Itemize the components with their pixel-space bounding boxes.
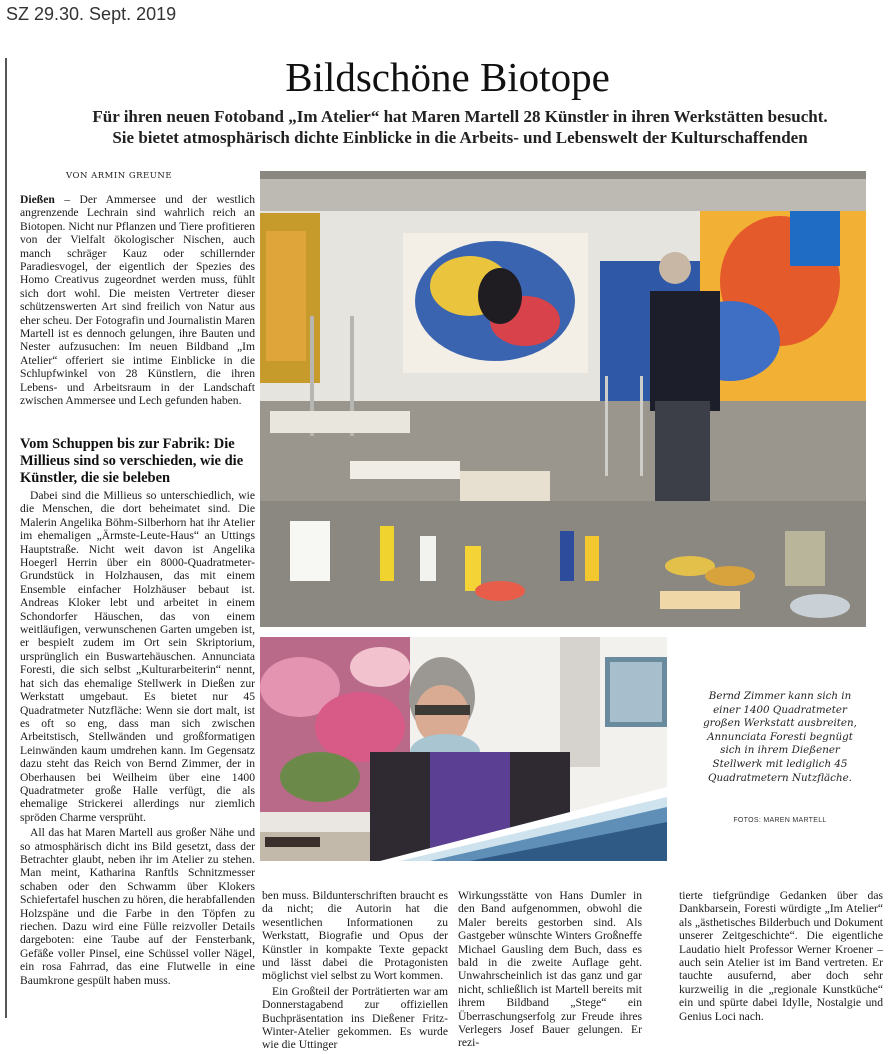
studio-photo-large	[260, 171, 866, 627]
subtitle-line-2: Sie bietet atmosphärisch dichte Einblicke in die Arbeits- und Lebenswelt der Kulturschaffenden	[112, 128, 808, 147]
dateline: Dießen	[20, 193, 55, 206]
photo-credit: FOTOS: MAREN MARTELL	[733, 817, 827, 824]
body-paragraph: ben muss. Bildunterschriften braucht es da nicht; die Autorin hat die wesentlichen Informationen zu Werkstatt, Biografie und Opus der Künstler in kompakte Texte gepackt und lässt dabei die Protagonisten möglichst viel selbst zu Wort kommen.	[262, 889, 448, 983]
byline: VON ARMIN GREUNE	[66, 171, 173, 181]
body-paragraph: tierte tiefgründige Gedanken über das Dankbarsein, Foresti würdigte „Im Atelier“ als „ästhetisches Bilderbuch und Dokument unserer Zeitgeschichte“. Die eigentliche Laudatio hielt Professor Werner Kroener – auch sein Atelier ist im Band vertreten. Er tauchte ausufernd, aber doch sehr kurzweilig in die „regionale Kunstküche“ ein und spürte dabei Idylle, Nostalgie und Genius Loci nach.	[679, 889, 883, 1023]
photo-caption: Bernd Zimmer kann sich in einer 1400 Quadratmeter großen Werkstatt ausbreiten, Annunciata Foresti begnügt sich in ihrem Dießener Stellwerk mit lediglich 45 Quadratmetern Nutzfläche.	[703, 690, 857, 784]
subtitle-line-1: Für ihren neuen Fotoband „Im Atelier“ hat Maren Martell 28 Künstler in ihren Werkstätten besucht.	[92, 107, 828, 126]
body-paragraph: Dabei sind die Millieus so unterschiedlich, wie die Menschen, die dort beheimatet sind. Die Malerin Angelika Böhm-Silberhorn hat ihr Atelier im ehemaligen „Ärmste-Leute-Haus“ an Uttings Hauptstraße. Nicht weit davon ist Angelika Hoegerl Herrin über ein 8000-Quadratmeter-Grundstück in Holzhausen, das mit einem Ensemble einfacher Holzhäuser bebaut ist. Andreas Kloker lebt und arbeitet in einem Schondorfer Häuschen, das von einem weitläufigen, verwunschenen Garten umgeben ist, er bespielt zudem im Ort sein Skriptorium, ursprünglich ein Buswartehäuschen. Annunciata Foresti, die sich selbst „Kulturarbeiterin“ nennt, hat sich das ehemalige Stellwerk in Dießen zur Werkstatt umgebaut. Es bietet nur 45 Quadratmeter Nutzfläche: Wenn sie dort malt, ist es oft so eng, dass man sich zwischen Arbeitstisch, Stellwänden und großformatigen Leinwänden kaum umdrehen kann. Im Gegensatz dazu steht das Reich von Bernd Zimmer, der in Oberhausen bei Weilheim über eine 1400 Quadratmeter große Halle verfügt, die als ehemalige Strickerei allerdings nur ziemlich spröden Charme versprüht.	[20, 489, 255, 824]
studio-photo-painter	[260, 637, 667, 861]
subheading: Vom Schuppen bis zur Fabrik: Die Millieus sind so verschieden, wie die Künstler, die sie beleben	[20, 436, 244, 486]
article-subtitle	[60, 106, 860, 148]
body-paragraph: Wirkungsstätte von Hans Dumler in den Band aufgenommen, obwohl die Maler bereits gestorben sind. Als Gastgeber wünschte Winters Großneffe Michael Gausling dem Buch, dass es bald in die zweite Auflage geht. Unwahrscheinlich ist das ganz und gar nicht, schließlich ist Martell bereits mit ihrem Bildband „Stege“ ein Überraschungserfolg zur Freude ihres Verlegers Josef Bauer gelungen. Er rezi-	[458, 889, 642, 1050]
column-1-intro	[20, 193, 255, 410]
newspaper-source-date: SZ 29.30. Sept. 2019	[6, 4, 177, 24]
column-3	[458, 889, 642, 1052]
left-margin-rule	[5, 58, 7, 1018]
column-2	[262, 889, 448, 1054]
column-1-body	[20, 489, 255, 989]
intro-paragraph: Dießen – Der Ammersee und der westlich angrenzende Lechrain sind wahrlich reich an Biotopen. Nicht nur Pflanzen und Tiere profitieren von der Vielfalt ökologischer Nischen, auch manch schräger Kauz oder schillernder Paradiesvogel, der eigentlich der Spezies des Homo Creativus zugeordnet werden muss, fühlt sich dort wohl. Die meisten Vertreter dieser schützenswerten Art sind freilich von Natur aus eher scheu. Der Fotografin und Journalistin Maren Martell ist es dennoch gelungen, ihre Bauten und Nester aufzusuchen: Im neuen Bildband „Im Atelier“ offeriert sie intime Einblicke in die Schlupfwinkel von 28 Künstlern, die ihren Lebens- und Arbeitsraum in der Landschaft zwischen Ammersee und Lech gefunden haben.	[20, 193, 255, 408]
column-4	[679, 889, 883, 1025]
article-title: Bildschöne Biotope	[285, 54, 610, 100]
body-paragraph: All das hat Maren Martell aus großer Nähe und so atmosphärisch dicht ins Bild gesetzt, dass der Betrachter glaubt, neben ihr im Atelier zu stehen. Man meint, Katharina Ranftls Schnitzmesser schaben oder den Schwamm über Klokers Schiefertafel huschen zu hören, die herabfallenden Holzspäne und die Farbe in den Töpfen zu riechen. Dazu wird eine Fülle reizvoller Details dargeboten: eine Taube auf der Fensterbank, Gefäße voller Pinsel, eine Schüssel voller Nägel, ein rosa Fahrrad, das eine Flutwelle in eine Baumkrone gespült haben muss.	[20, 826, 255, 987]
body-paragraph: Ein Großteil der Porträtierten war am Donnerstagabend zur offiziellen Buchpräsentation ins Dießener Fritz-Winter-Atelier gekommen. Es wurde wie die Uttinger	[262, 984, 448, 1052]
